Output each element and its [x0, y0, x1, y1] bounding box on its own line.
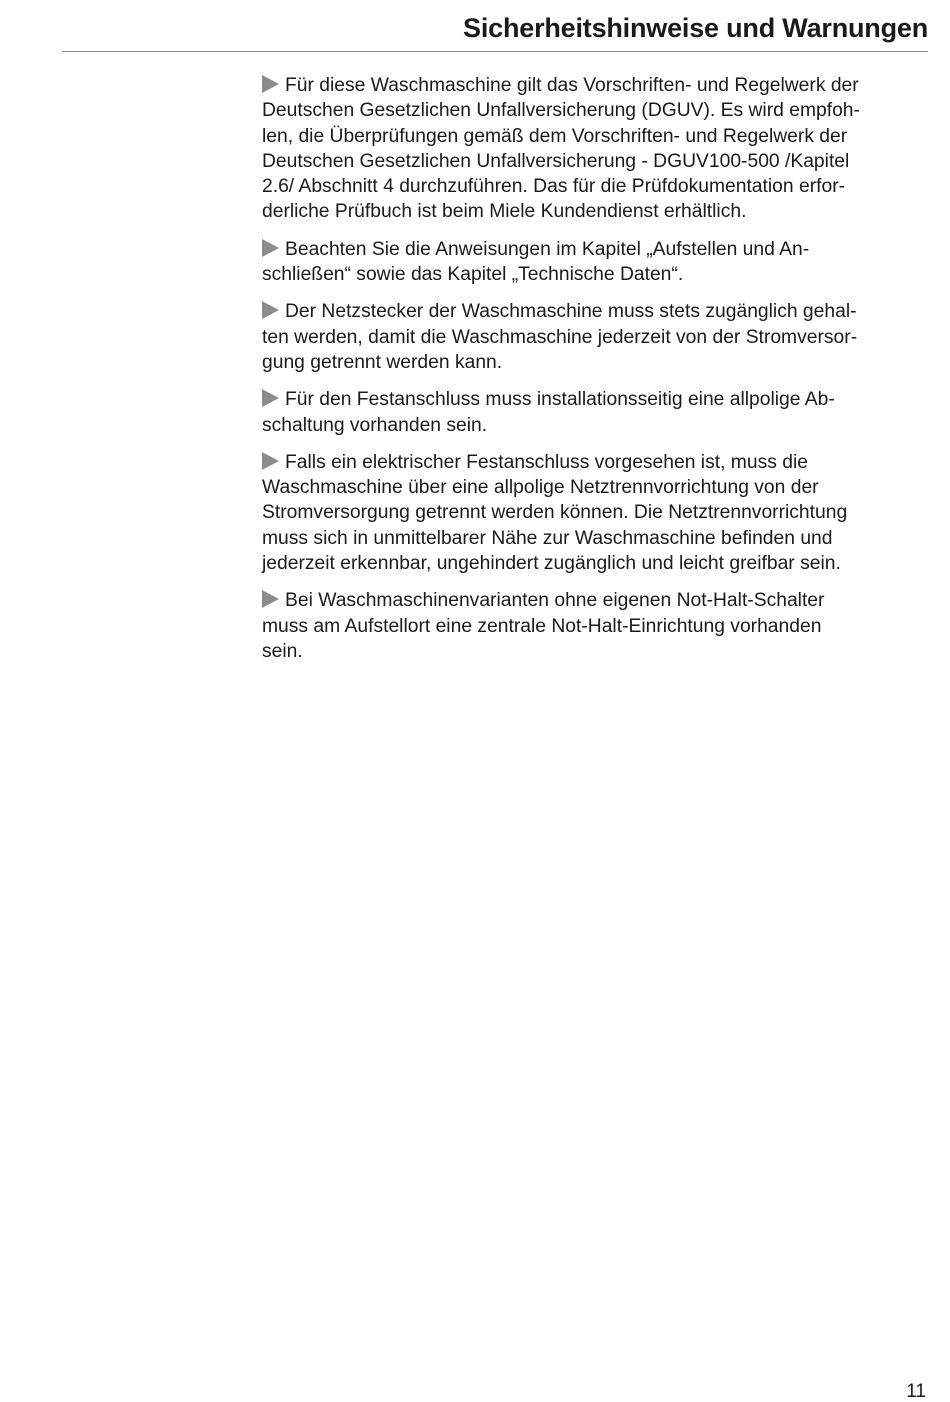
- paragraph-line: sein.: [262, 640, 303, 662]
- paragraph-line: schaltung vorhanden sein.: [262, 414, 488, 436]
- bullet-arrow-icon: [262, 590, 279, 608]
- paragraph-line: derliche Prüfbuch ist beim Miele Kundendienst erhältlich.: [262, 201, 747, 223]
- paragraph-line: Falls ein elektrischer Festanschluss vorgesehen ist, muss die: [262, 450, 928, 475]
- paragraph-line: Deutschen Gesetzlichen Unfallversicherung (DGUV). Es wird empfoh-: [262, 100, 860, 122]
- warning-paragraph: [262, 588, 928, 664]
- warning-paragraph: [262, 387, 928, 438]
- paragraph-line: Für den Festanschluss muss installationsseitig eine allpolige Ab-: [262, 387, 928, 412]
- paragraph-line: Stromversorgung getrennt werden können. Die Netztrennvorrichtung: [262, 502, 848, 524]
- paragraph-line: Beachten Sie die Anweisungen im Kapitel „Aufstellen und An-: [262, 237, 928, 262]
- paragraph-line: Der Netzstecker der Waschmaschine muss stets zugänglich gehal-: [262, 299, 928, 324]
- page-header: [62, 0, 928, 52]
- bullet-arrow-icon: [262, 239, 279, 257]
- paragraph-line: gung getrennt werden kann.: [262, 351, 503, 373]
- bullet-arrow-icon: [262, 452, 279, 470]
- paragraph-line: muss sich in unmittelbarer Nähe zur Waschmaschine befinden und: [262, 527, 833, 549]
- warning-paragraph: [262, 450, 928, 576]
- paragraph-line: muss am Aufstellort eine zentrale Not-Halt-Einrichtung vorhanden: [262, 615, 822, 637]
- bullet-arrow-icon: [262, 75, 279, 93]
- bullet-arrow-icon: [262, 301, 279, 319]
- paragraph-line: len, die Überprüfungen gemäß dem Vorschriften- und Regelwerk der: [262, 125, 848, 147]
- page-title: Sicherheitshinweise und Warnungen: [463, 13, 928, 43]
- paragraph-line: 2.6/ Abschnitt 4 durchzuführen. Das für die Prüfdokumentation erfor-: [262, 176, 846, 198]
- page-number: 11: [906, 1381, 926, 1402]
- paragraph-line: jederzeit erkennbar, ungehindert zugänglich und leicht greifbar sein.: [262, 553, 841, 575]
- paragraph-line: Für diese Waschmaschine gilt das Vorschriften- und Regelwerk der: [262, 73, 928, 98]
- paragraph-line: Waschmaschine über eine allpolige Netztrennvorrichtung von der: [262, 477, 819, 499]
- paragraph-line: schließen“ sowie das Kapitel „Technische Daten“.: [262, 264, 684, 286]
- warning-paragraph: [262, 73, 928, 225]
- warning-paragraph: [262, 299, 928, 375]
- bullet-arrow-icon: [262, 389, 279, 407]
- warning-paragraph: [262, 237, 928, 288]
- paragraph-line: Bei Waschmaschinenvarianten ohne eigenen Not-Halt-Schalter: [262, 588, 928, 613]
- paragraph-line: ten werden, damit die Waschmaschine jederzeit von der Stromversor-: [262, 326, 858, 348]
- paragraph-line: Deutschen Gesetzlichen Unfallversicherung - DGUV100-500 /Kapitel: [262, 150, 850, 172]
- content-body: [262, 73, 928, 676]
